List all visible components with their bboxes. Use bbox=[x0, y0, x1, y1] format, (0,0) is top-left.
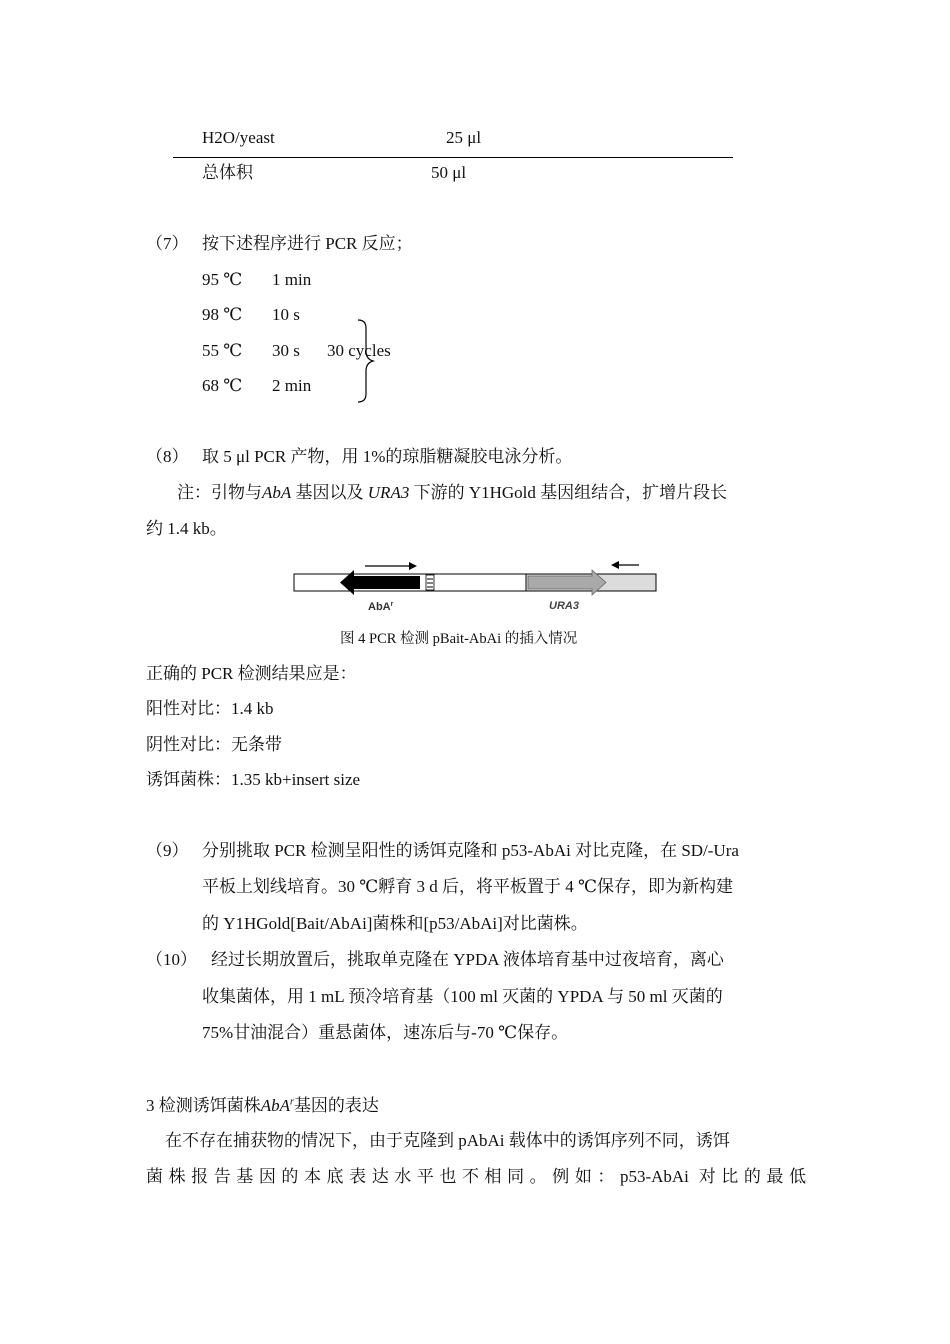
step-line: 平板上划线培育。30 ℃孵育 3 d 后，将平板置于 4 ℃保存，即为新构建 bbox=[202, 877, 734, 896]
program-temp: 98 ℃ bbox=[202, 305, 243, 324]
table-cell-label: H2O/yeast bbox=[202, 128, 275, 147]
gene-label-ura3: URA3 bbox=[549, 600, 579, 612]
step-number: （9） bbox=[146, 841, 189, 860]
step-line: 收集菌体，用 1 mL 预冷培育基（100 ml 灭菌的 YPDA 与 50 ml 灭菌的 bbox=[202, 987, 723, 1006]
cycle-label: 30 cycles bbox=[327, 341, 391, 360]
table-cell-label: 总体积 bbox=[202, 163, 253, 182]
gene-name: AbA bbox=[260, 1096, 291, 1115]
paragraph-line: 在不存在捕获物的情况下，由于克隆到 pAbAi 载体中的诱饵序列不同，诱饵 bbox=[165, 1131, 730, 1150]
step-line: 75%甘油混合）重悬菌体，速冻后与-70 ℃保存。 bbox=[202, 1023, 569, 1042]
program-temp: 68 ℃ bbox=[202, 376, 243, 395]
step-number: （7） bbox=[146, 234, 189, 253]
program-time: 2 min bbox=[272, 376, 312, 395]
result-bait: 诱饵菌株：1.35 kb+insert size bbox=[146, 770, 361, 789]
step-line: 的 Y1HGold[Bait/AbAi]菌株和[p53/AbAi]对比菌株。 bbox=[202, 914, 588, 933]
section-heading: 3 检测诱饵菌株AbA$^r$基因的表达 bbox=[146, 1096, 379, 1115]
note-text: 约 1.4 kb。 bbox=[146, 519, 227, 538]
step-line: 分别挑取 PCR 检测呈阳性的诱饵克隆和 p53-AbAi 对比克隆，在 SD/-Ura bbox=[202, 841, 739, 860]
result-negative: 阴性对比：无条带 bbox=[146, 735, 282, 754]
gene-name: URA3 bbox=[367, 483, 410, 502]
program-time: 10 s bbox=[272, 305, 300, 324]
step-line: 经过长期放置后，挑取单克隆在 YPDA 液体培育基中过夜培育，离心 bbox=[211, 950, 724, 969]
step-number: （10） bbox=[146, 950, 197, 969]
plasmid-diagram bbox=[290, 558, 662, 620]
figure-caption: 图 4 PCR 检测 pBait-AbAi 的插入情况 bbox=[340, 631, 578, 647]
program-time: 1 min bbox=[272, 270, 312, 289]
note-text: 注：引物与AbA 基因以及 URA3 下游的 Y1HGold 基因组结合，扩增片段长 bbox=[177, 483, 728, 502]
table-rule bbox=[173, 157, 733, 158]
program-temp: 55 ℃ bbox=[202, 341, 243, 360]
program-time: 30 s bbox=[272, 341, 300, 360]
gene-name: AbA bbox=[262, 483, 292, 502]
table-cell-value: 25 μl bbox=[446, 128, 482, 147]
brace-icon bbox=[356, 318, 376, 404]
gene-label-aba: AbA$^r$ bbox=[368, 601, 394, 613]
step-text: 取 5 μl PCR 产物，用 1%的琼脂糖凝胶电泳分析。 bbox=[202, 447, 573, 466]
results-intro: 正确的 PCR 检测结果应是： bbox=[146, 664, 357, 683]
paragraph-line: 菌株报告基因的本底表达水平也不相同。例如：p53-AbAi 对比的最低 bbox=[146, 1167, 806, 1186]
reverse-primer-arrow-icon bbox=[611, 561, 639, 569]
step-text: 按下述程序进行 PCR 反应； bbox=[202, 234, 413, 253]
forward-primer-arrow-icon bbox=[365, 562, 417, 570]
result-positive: 阳性对比：1.4 kb bbox=[146, 699, 274, 718]
step-number: （8） bbox=[146, 447, 189, 466]
program-temp: 95 ℃ bbox=[202, 270, 243, 289]
table-cell-value: 50 μl bbox=[431, 163, 467, 182]
